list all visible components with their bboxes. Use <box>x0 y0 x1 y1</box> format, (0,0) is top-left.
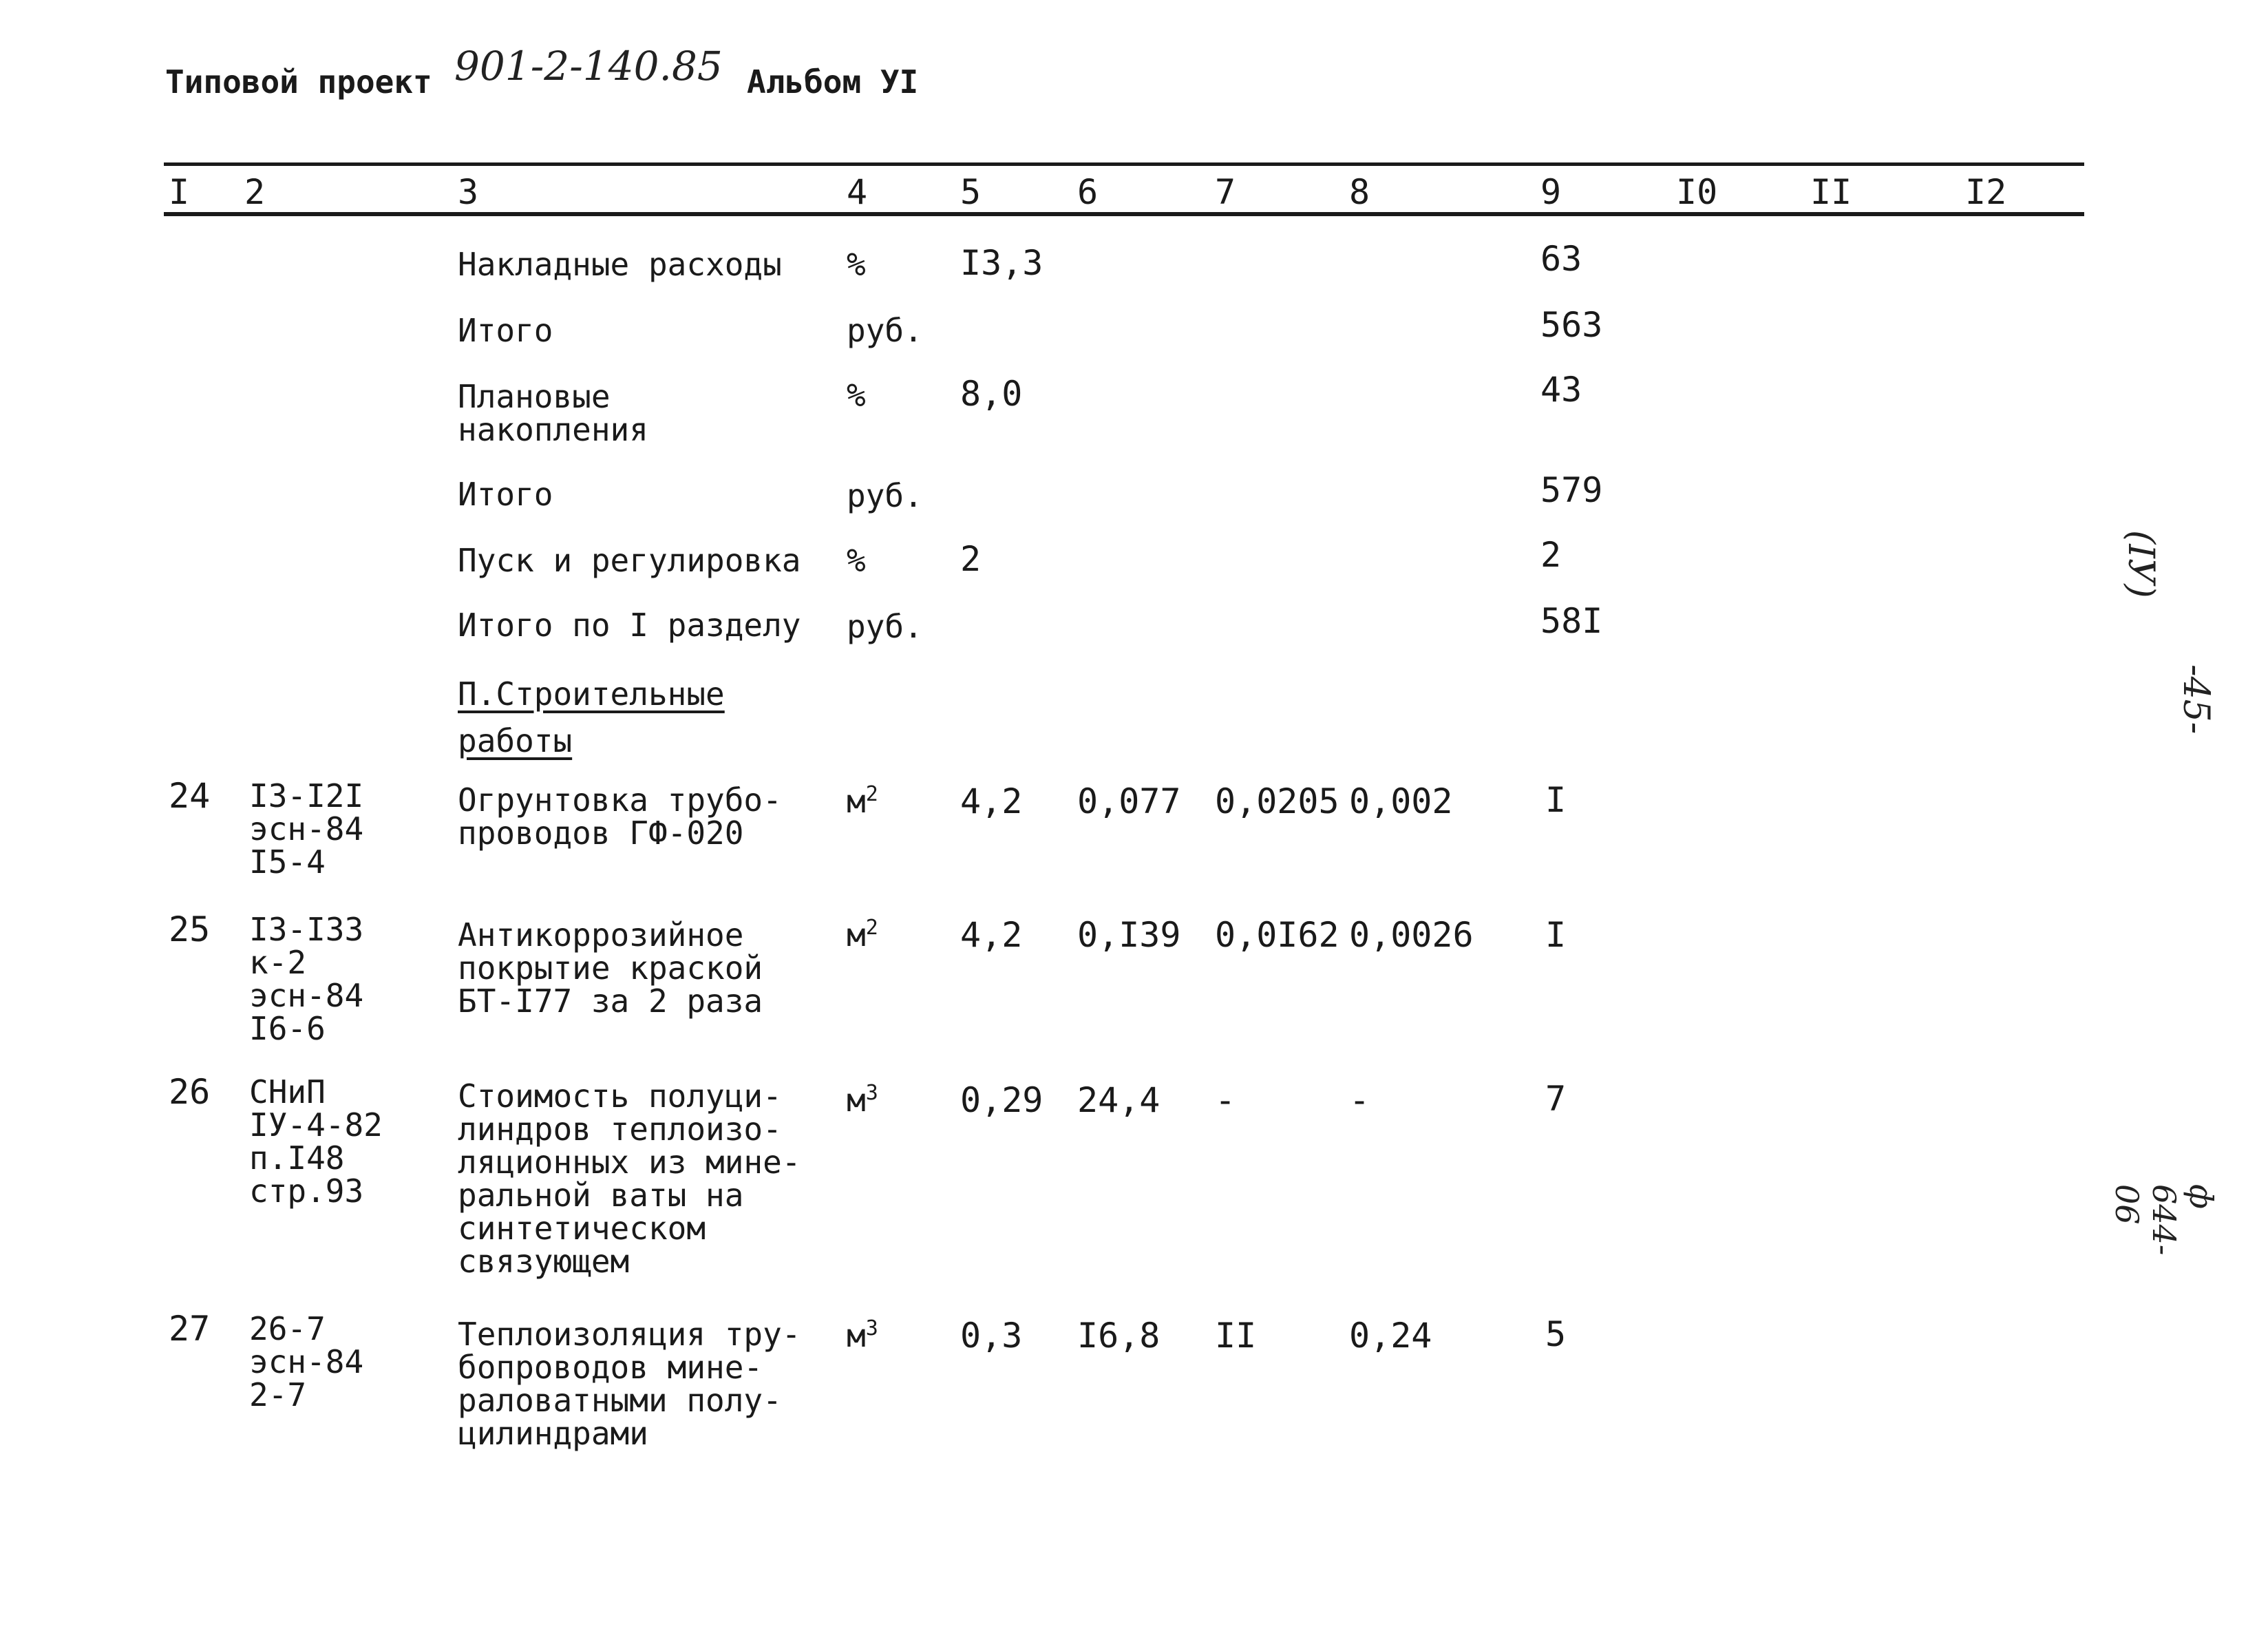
summary-name: Итого <box>458 312 553 349</box>
archive-number: ф 644-06 <box>2108 1184 2220 1256</box>
summary-name: Пуск и регулировка <box>458 542 801 579</box>
summary-total: 43 <box>1540 370 1582 410</box>
item-number: 24 <box>169 776 211 816</box>
col-header-10: I0 <box>1676 172 1718 212</box>
col-header-6: 6 <box>1077 172 1099 212</box>
summary-name: Накладные расходы <box>458 246 782 283</box>
page-number: -45- <box>2175 664 2216 735</box>
item-col9: 5 <box>1545 1314 1567 1354</box>
col-header-5: 5 <box>960 172 982 212</box>
summary-rate: I3,3 <box>960 243 1043 283</box>
col-header-12: I2 <box>1965 172 2007 212</box>
item-col8: 0,24 <box>1349 1316 1432 1356</box>
item-col9: I <box>1545 915 1567 955</box>
col-header-11: II <box>1810 172 1852 212</box>
table-header-rule <box>164 212 2084 216</box>
summary-unit: % <box>847 542 866 579</box>
summary-unit: руб. <box>847 608 923 645</box>
summary-total: 563 <box>1540 305 1603 345</box>
album-label: Альбом УI <box>747 63 919 101</box>
item-name: Теплоизоляция тру- бопроводов мине- раловатными полу- цилиндрами <box>458 1316 801 1452</box>
col-header-7: 7 <box>1215 172 1236 212</box>
col-header-1: I <box>169 172 190 212</box>
item-col6: I6,8 <box>1077 1316 1161 1356</box>
item-quantity: 4,2 <box>960 781 1023 821</box>
col-header-2: 2 <box>244 172 266 212</box>
item-unit: $м^2$ <box>847 782 878 820</box>
sheet-mark: (IУ) <box>2120 530 2161 598</box>
item-col7: - <box>1215 1080 1236 1120</box>
item-code: I3-I33 к-2 эсн-84 I6-6 <box>249 911 364 1047</box>
item-quantity: 0,29 <box>960 1080 1043 1120</box>
section-title: П.Строительные работы <box>458 675 725 759</box>
item-name: Стоимость полуци- линдров теплоизо- ляционных из мине- ральной ваты на синтетическом связующем <box>458 1077 801 1280</box>
item-col9: I <box>1545 780 1567 820</box>
item-code: СНиП IУ-4-82 п.I48 стр.93 <box>249 1073 383 1210</box>
item-name: Огрунтовка трубо- проводов ГФ-020 <box>458 781 782 852</box>
table-top-rule <box>164 162 2084 166</box>
summary-unit: % <box>847 377 866 414</box>
item-name: Антикоррозийное покрытие краской БТ-I77 за 2 раза <box>458 916 763 1020</box>
item-number: 26 <box>169 1072 211 1112</box>
item-unit: $м^3$ <box>847 1081 878 1119</box>
summary-total: 58I <box>1540 601 1603 641</box>
summary-rate: 8,0 <box>960 374 1023 414</box>
item-col8: 0,0026 <box>1349 915 1474 955</box>
summary-unit: % <box>847 246 866 283</box>
item-col6: 0,077 <box>1077 781 1181 821</box>
header-label: Типовой проект <box>165 63 432 101</box>
item-unit: $м^2$ <box>847 916 878 954</box>
summary-rate: 2 <box>960 539 982 579</box>
item-col7: II <box>1215 1316 1257 1356</box>
item-col6: 24,4 <box>1077 1080 1161 1120</box>
item-code: 26-7 эсн-84 2-7 <box>249 1310 364 1413</box>
summary-name: Итого по I разделу <box>458 607 801 644</box>
item-col7: 0,0205 <box>1215 781 1339 821</box>
summary-unit: руб. <box>847 312 923 349</box>
summary-total: 2 <box>1540 535 1562 575</box>
col-header-9: 9 <box>1540 172 1562 212</box>
item-quantity: 0,3 <box>960 1316 1023 1356</box>
item-quantity: 4,2 <box>960 915 1023 955</box>
summary-name: Плановые накопления <box>458 378 648 448</box>
item-col8: - <box>1349 1080 1370 1120</box>
summary-name: Итого <box>458 476 553 513</box>
item-code: I3-I2I эсн-84 I5-4 <box>249 777 364 881</box>
summary-total: 579 <box>1540 470 1603 510</box>
summary-total: 63 <box>1540 239 1582 279</box>
item-number: 27 <box>169 1309 211 1349</box>
col-header-4: 4 <box>847 172 868 212</box>
item-col6: 0,I39 <box>1077 915 1181 955</box>
item-col9: 7 <box>1545 1079 1567 1119</box>
item-col8: 0,002 <box>1349 781 1453 821</box>
col-header-8: 8 <box>1349 172 1370 212</box>
item-number: 25 <box>169 909 211 949</box>
summary-unit: руб. <box>847 477 923 514</box>
item-unit: $м^3$ <box>847 1316 878 1354</box>
project-number: 901-2-140.85 <box>454 43 723 90</box>
col-header-3: 3 <box>458 172 479 212</box>
item-col7: 0,0I62 <box>1215 915 1339 955</box>
